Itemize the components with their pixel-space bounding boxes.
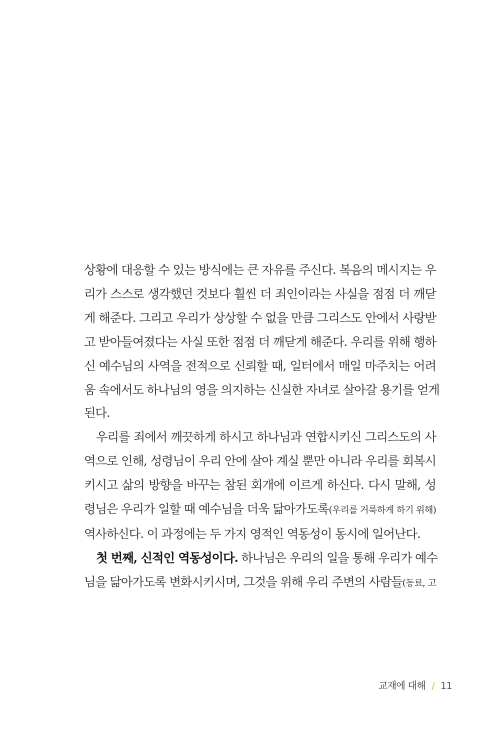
bold-heading: 첫 번째, 신적인 역동성이다. (96, 550, 238, 565)
text-line: 고 받아들여졌다는 사실 또한 점점 더 깨닫게 해준다. 우리를 위해 행하 (84, 334, 436, 349)
text-line: 움 속에서도 하나님의 영을 의지하는 신실한 자녀로 살아갈 용기를 얻게 (84, 382, 440, 397)
text-line (84, 571, 436, 596)
paragraph-1 (84, 259, 440, 426)
text-line: 신 예수님의 사역을 전적으로 신뢰할 때, 일터에서 매일 마주치는 어려 (84, 358, 436, 373)
text-main: 하나님은 우리의 일을 통해 우리가 예수 (237, 550, 438, 565)
paragraph-2 (84, 426, 436, 547)
text-line (84, 498, 436, 523)
text-line (84, 547, 436, 571)
text-main: 님을 닮아가도록 변화시키시며, 그것을 위해 우리 주변의 사람들 (84, 574, 403, 589)
text-line: 게 해준다. 그리고 우리가 상상할 수 없을 만큼 그리스도 안에서 사랑받 (84, 310, 436, 325)
page-number: 11 (440, 681, 452, 692)
text-line: 리가 스스로 생각했던 것보다 훨씬 더 죄인이라는 사실을 점점 더 깨닫 (84, 286, 436, 301)
text-line: 된다. (84, 406, 110, 421)
text-line: 우리를 죄에서 깨끗하게 하시고 하나님과 연합시키신 그리스도의 사 (96, 430, 436, 445)
page-footer (378, 678, 452, 692)
text-annotation: (우리를 거룩하게 하기 위해) (328, 505, 436, 517)
paragraph-3 (84, 547, 436, 596)
text-line: 상황에 대응할 수 있는 방식에는 큰 자유를 주신다. 복음의 메시지는 우 (84, 263, 436, 277)
text-main: 령님은 우리가 일할 때 예수님을 더욱 닮아가도록 (84, 502, 329, 517)
footer-separator: / (431, 681, 435, 692)
text-line: 역으로 인해, 성령님이 우리 안에 살아 계실 뿐만 아니라 우리를 회복시 (84, 454, 436, 469)
text-line: 키시고 삶의 방향을 바꾸는 참된 회개에 이르게 하신다. 다시 말해, 성 (84, 478, 436, 493)
footer-section-title: 교재에 대해 (378, 681, 426, 692)
text-annotation: (동료, 고 (402, 577, 437, 589)
body-text (84, 259, 440, 596)
text-line: 역사하신다. 이 과정에는 두 가지 영적인 역동성이 동시에 일어난다. (84, 526, 421, 541)
